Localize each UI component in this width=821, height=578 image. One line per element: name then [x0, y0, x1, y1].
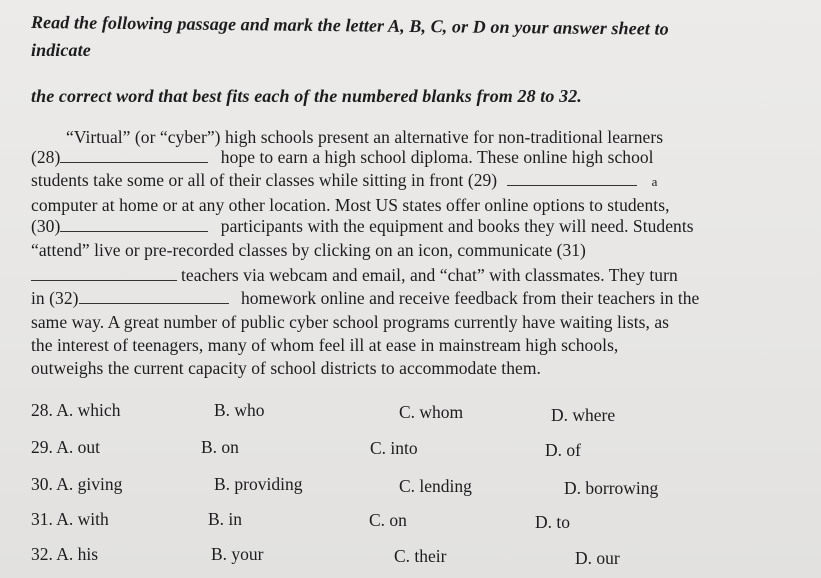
blank-number-28: (28) — [31, 147, 61, 167]
passage-line-2 — [31, 147, 654, 168]
passage-text: homework online and receive feedback from their teachers in the — [240, 288, 700, 308]
passage-line-6: “attend” live or pre-recorded classes by clicking on an icon, communicate (31) — [31, 240, 586, 260]
option-a[interactable]: 28. A. which — [31, 400, 121, 420]
option-d[interactable]: D. borrowing — [564, 478, 659, 498]
option-d[interactable]: D. where — [551, 405, 616, 425]
option-a[interactable]: 31. A. with — [31, 509, 109, 529]
option-a[interactable]: 29. A. out — [31, 437, 101, 457]
passage-line-8 — [31, 288, 699, 309]
passage-text: teachers via webcam and email, and “chat” with classmates. They turn — [181, 265, 678, 285]
option-c[interactable]: C. their — [394, 546, 447, 566]
option-b[interactable]: B. in — [208, 509, 243, 529]
passage-line-1: “Virtual” (or “cyber”) high schools present an alternative for non-traditional learners — [66, 127, 664, 147]
passage-line-5 — [31, 216, 694, 237]
instruction-line-3: the correct word that best fits each of the numbered blanks from 28 to 32. — [31, 86, 582, 106]
option-b[interactable]: B. who — [214, 400, 265, 420]
option-d[interactable]: D. of — [545, 440, 581, 460]
option-a[interactable]: 32. A. his — [31, 544, 99, 564]
passage-line-10: the interest of teenagers, many of whom feel ill at ease in mainstream high schools, — [31, 335, 619, 355]
answer-blank-30 — [60, 230, 208, 232]
blank-number-30: (30) — [31, 216, 61, 236]
answer-blank-29 — [507, 184, 637, 186]
option-c[interactable]: C. into — [370, 438, 418, 458]
option-c[interactable]: C. lending — [399, 476, 472, 496]
option-b[interactable]: B. providing — [214, 474, 303, 494]
option-a[interactable]: 30. A. giving — [31, 474, 123, 494]
passage-line-4: computer at home or at any other location. Most US states offer online options to students, — [31, 195, 670, 215]
option-c[interactable]: C. on — [369, 510, 407, 530]
passage-text: participants with the equipment and books they will need. Students — [220, 216, 694, 236]
answer-blank-32 — [79, 302, 229, 304]
passage-line-11: outweighs the current capacity of school districts to accommodate them. — [31, 358, 541, 378]
passage-text: hope to earn a high school diploma. These online high school — [220, 147, 654, 167]
passage-line-9: same way. A great number of public cyber school programs currently have waiting lists, as — [31, 312, 670, 332]
blank-number-32: in (32) — [31, 288, 79, 308]
answer-blank-31 — [31, 279, 177, 281]
answer-blank-28 — [60, 161, 208, 163]
passage-line-7 — [31, 265, 678, 286]
option-d[interactable]: D. to — [535, 512, 570, 532]
option-d[interactable]: D. our — [575, 548, 620, 568]
option-b[interactable]: B. your — [211, 544, 264, 564]
instruction-line-1: Read the following passage and mark the letter A, B, C, or D on your answer sheet to — [30, 12, 669, 39]
instruction-line-2: indicate — [31, 40, 91, 60]
option-b[interactable]: B. on — [201, 437, 239, 457]
passage-text: a — [651, 174, 658, 189]
passage-text: students take some or all of their classes while sitting in front (29) — [31, 170, 498, 190]
passage-line-3 — [31, 170, 657, 191]
option-c[interactable]: C. whom — [399, 402, 464, 422]
